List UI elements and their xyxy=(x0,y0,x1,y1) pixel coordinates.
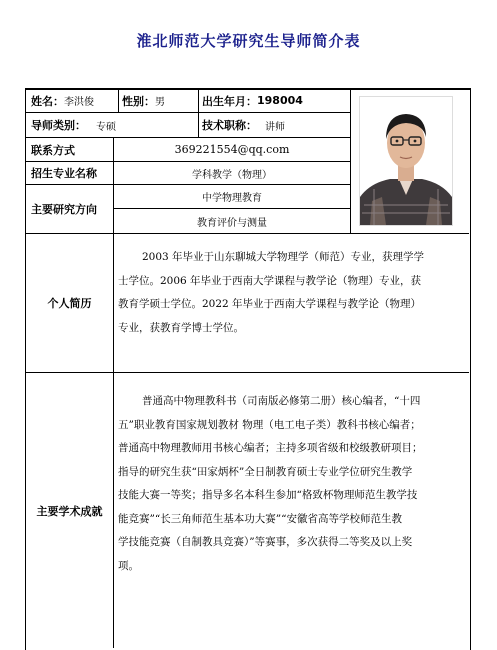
column-divider xyxy=(118,88,119,112)
resume-line: 教育学硕士学位。2022 年毕业于西南大学课程与教学论（物理） xyxy=(118,298,422,310)
achievement-line: 能竞赛”“长三角师范生基本功大赛”“安徽省高等学校师范生教 xyxy=(118,512,402,525)
gender-label: 性别： xyxy=(122,94,155,108)
job-title-cell xyxy=(202,113,285,137)
achievement-line: 技能大赛一等奖；指导多名本科生参加“格致杯物理师范生教学技 xyxy=(118,489,418,501)
achievement-line: 指导的研究生获“田家炳杯”全日制教育硕士专业学位研究生教学 xyxy=(118,465,413,478)
page-title: 淮北师范大学研究生导师简介表 xyxy=(136,32,361,50)
achievement-line: 学技能竞赛（自制教具竞赛）”等赛事，多次获得二等奖及以上奖 xyxy=(118,536,413,548)
achievement-line: 普通高中物理教师用书核心编者；主持多项省级和校级教研项目； xyxy=(118,442,423,454)
resume-text xyxy=(118,246,463,340)
resume-line: 2003 年毕业于山东聊城大学物理学（师范）专业，获理学学 xyxy=(142,251,425,263)
research-item: 中学物理教育 xyxy=(202,193,262,204)
resume-line: 士学位。2006 年毕业于西南大学课程与教学论（物理）专业，获 xyxy=(118,274,422,287)
resume-label: 个人简历 xyxy=(47,297,92,310)
gender-value: 男 xyxy=(155,97,165,108)
mentor-type-cell xyxy=(31,113,116,137)
achievement-line: 普通高中物理教科书（司南版必修第二册）核心编者，“十四 xyxy=(142,395,421,407)
portrait-photo xyxy=(359,96,453,226)
job-title-value: 讲师 xyxy=(265,121,285,133)
birth-label: 出生年月： xyxy=(202,94,257,108)
contact-label: 联系方式 xyxy=(31,143,75,157)
column-divider xyxy=(198,88,199,137)
column-divider xyxy=(350,88,351,233)
mentor-type-label: 导师类别： xyxy=(31,119,86,132)
achievements-text xyxy=(118,390,463,578)
birth-value: 198004 xyxy=(257,94,303,107)
name-label: 姓名： xyxy=(31,94,64,108)
achievement-line: 项。 xyxy=(118,559,139,572)
research-item: 教育评价与测量 xyxy=(197,217,267,229)
name-cell xyxy=(31,89,94,112)
birth-cell xyxy=(202,89,303,112)
contact-value: 369221554@qq.com xyxy=(174,143,290,156)
name-value: 李洪俊 xyxy=(64,97,94,108)
achievements-label: 主要学术成就 xyxy=(36,504,103,518)
major-value: 学科教学（物理） xyxy=(192,169,272,181)
major-label: 招生专业名称 xyxy=(31,167,97,180)
gender-cell xyxy=(122,89,165,112)
job-title-label: 技术职称： xyxy=(202,119,257,132)
achievement-line: 五”职业教育国家规划教材 物理（电工电子类）教科书核心编者； xyxy=(118,418,421,431)
resume-line: 专业，获教育学博士学位。 xyxy=(118,321,244,334)
mentor-type-value: 专硕 xyxy=(96,121,116,133)
research-label: 主要研究方向 xyxy=(31,203,97,216)
